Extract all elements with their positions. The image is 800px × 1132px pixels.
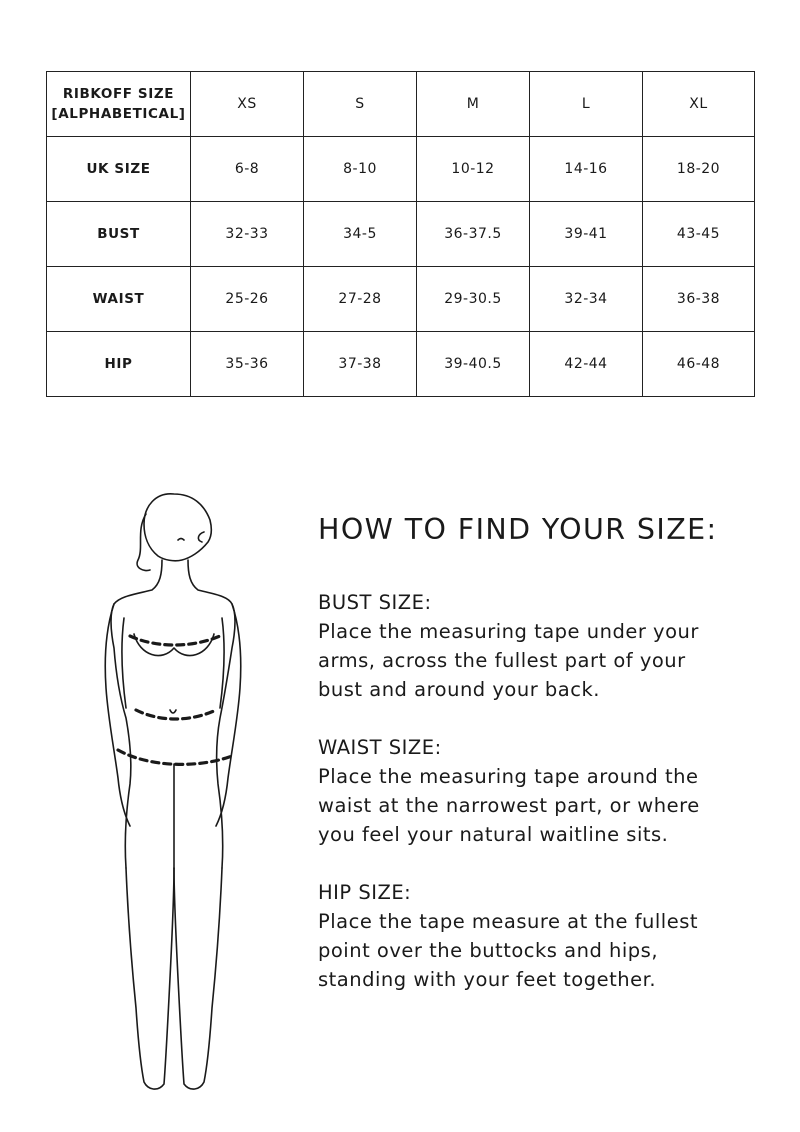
row-label: WAIST xyxy=(47,267,191,332)
table-cell: 25-26 xyxy=(191,267,304,332)
size-chart-table xyxy=(46,71,755,397)
table-cell: 42-44 xyxy=(530,332,643,397)
size-header-xs: XS xyxy=(191,72,304,137)
table-cell: 32-34 xyxy=(530,267,643,332)
table-cell: 35-36 xyxy=(191,332,304,397)
size-header-s: S xyxy=(304,72,417,137)
table-row xyxy=(47,202,755,267)
measurement-lines xyxy=(118,636,232,764)
size-header-m: M xyxy=(417,72,530,137)
table-cell: 18-20 xyxy=(643,137,755,202)
section-heading: HIP SIZE: xyxy=(318,881,412,904)
section-heading: WAIST SIZE: xyxy=(318,736,442,759)
row-label: BUST xyxy=(47,202,191,267)
bust-section xyxy=(318,588,758,704)
size-guide xyxy=(318,512,758,1023)
hip-section xyxy=(318,878,758,994)
table-cell: 27-28 xyxy=(304,267,417,332)
row-label: UK SIZE xyxy=(47,137,191,202)
section-heading: BUST SIZE: xyxy=(318,591,432,614)
size-header-l: L xyxy=(530,72,643,137)
row-label: HIP xyxy=(47,332,191,397)
head-outline xyxy=(137,494,211,571)
table-cell: 36-37.5 xyxy=(417,202,530,267)
section-body: Place the tape measure at the fullest point over the buttocks and hips, standing with your feet together. xyxy=(318,910,699,991)
table-cell: 8-10 xyxy=(304,137,417,202)
table-header-row xyxy=(47,72,755,137)
leg-outlines xyxy=(126,868,222,1089)
waist-section xyxy=(318,733,758,849)
table-cell: 10-12 xyxy=(417,137,530,202)
table-cell: 37-38 xyxy=(304,332,417,397)
table-cell: 43-45 xyxy=(643,202,755,267)
table-cell: 29-30.5 xyxy=(417,267,530,332)
table-cell: 39-41 xyxy=(530,202,643,267)
table-cell: 39-40.5 xyxy=(417,332,530,397)
torso-outline xyxy=(111,560,235,868)
guide-title: HOW TO FIND YOUR SIZE: xyxy=(318,513,718,546)
table-cell: 46-48 xyxy=(643,332,755,397)
table-row xyxy=(47,137,755,202)
table-cell: 36-38 xyxy=(643,267,755,332)
bust-line xyxy=(130,636,220,645)
body-measurement-illustration xyxy=(70,478,272,1108)
table-cell: 6-8 xyxy=(191,137,304,202)
size-header-xl: XL xyxy=(643,72,755,137)
table-cell: 14-16 xyxy=(530,137,643,202)
table-cell: 34-5 xyxy=(304,202,417,267)
table-row xyxy=(47,267,755,332)
size-system-header: RIBKOFF SIZE [ALPHABETICAL] xyxy=(47,72,191,137)
section-body: Place the measuring tape under your arms, across the fullest part of your bust and around your back. xyxy=(318,620,699,701)
table-row xyxy=(47,332,755,397)
table-cell: 32-33 xyxy=(191,202,304,267)
hip-line xyxy=(118,750,232,764)
section-body: Place the measuring tape around the waist at the narrowest part, or where you feel your natural waitline sits. xyxy=(318,765,700,846)
